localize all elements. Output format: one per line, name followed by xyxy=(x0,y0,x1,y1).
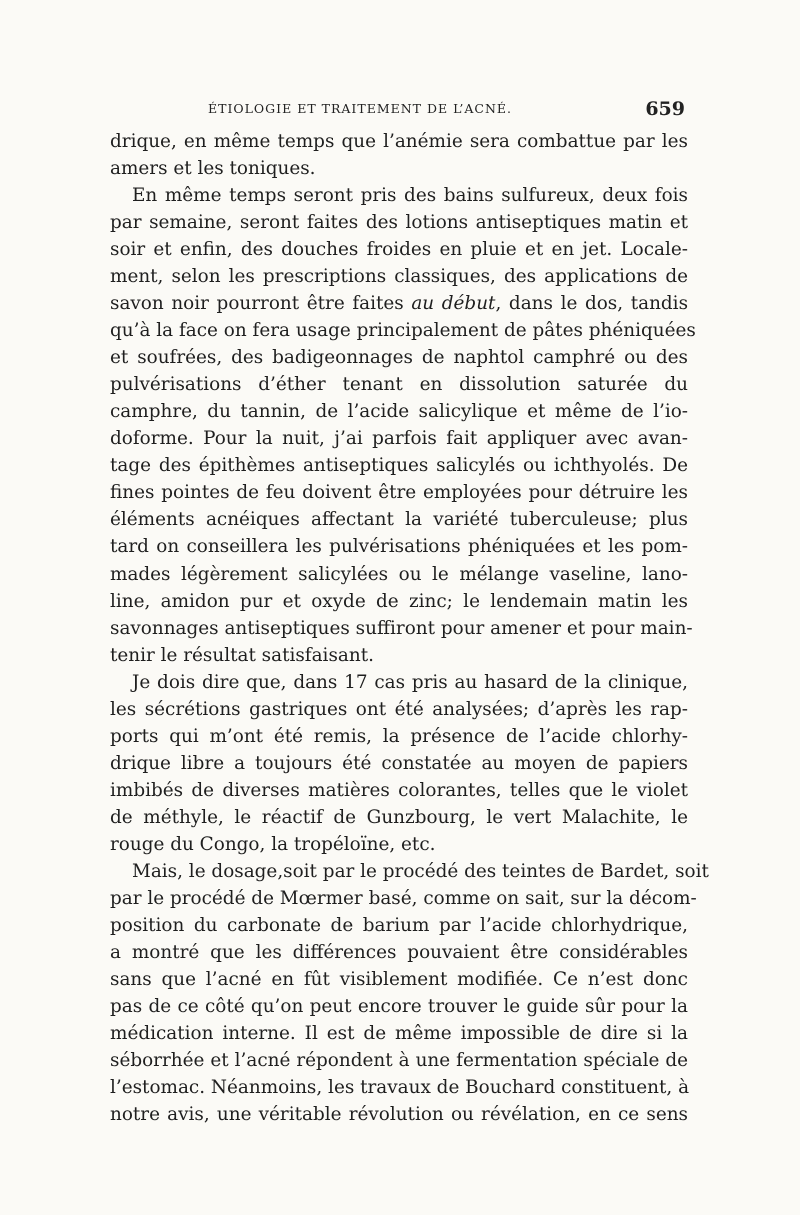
text-line: savonnages antiseptiques suffiront pour amener et pour main- xyxy=(110,617,693,639)
text-line: doforme. Pour la nuit, j’ai parfois fait appliquer avec avan- xyxy=(110,428,688,450)
text-line: tard on conseillera les pulvérisations phéniquées et les pom- xyxy=(110,536,688,558)
text-line: par semaine, seront faites des lotions antiseptiques matin et xyxy=(110,212,688,234)
text-line: tage des épithèmes antiseptiques salicylés ou ichthyolés. De xyxy=(110,455,688,477)
text-line: éléments acnéiques affectant la variété tuberculeuse; plus xyxy=(110,509,688,531)
body-text xyxy=(110,128,709,1128)
page-number: 659 xyxy=(645,98,685,120)
text-line: a montré que les différences pouvaient être considérables xyxy=(110,941,688,963)
text-line: En même temps seront pris des bains sulfureux, deux fois xyxy=(132,185,688,207)
text-line: médication interne. Il est de même impossible de dire si la xyxy=(110,1023,688,1045)
text-line: camphre, du tannin, de l’acide salicylique et même de l’io- xyxy=(110,401,688,423)
text-line: imbibés de diverses matières colorantes, telles que le violet xyxy=(110,779,688,801)
text-line: tenir le résultat satisfaisant. xyxy=(110,644,374,666)
text-segment: , dans le dos, tandis xyxy=(495,293,689,315)
text-line: l’estomac. Néanmoins, les travaux de Bouchard constituent, à xyxy=(110,1077,690,1099)
text-line: pulvérisations d’éther tenant en dissolution saturée du xyxy=(110,374,688,396)
text-line: ment, selon les prescriptions classiques, des applications de xyxy=(110,266,688,288)
text-line: drique, en même temps que l’anémie sera combattue par les xyxy=(110,131,688,152)
text-line: sans que l’acné en fût visiblement modifiée. Ce n’est donc xyxy=(110,968,688,990)
text-line: mades légèrement salicylées ou le mélange vaseline, lano- xyxy=(110,563,688,585)
running-head xyxy=(110,98,685,122)
text-line: amers et les toniques. xyxy=(110,158,316,180)
text-line: notre avis, une véritable révolution ou révélation, en ce sens xyxy=(110,1104,688,1126)
text-line: pas de ce côté qu’on peut encore trouver le guide sûr pour la xyxy=(110,996,688,1017)
text-line: Mais, le dosage,soit par le procédé des teintes de Bardet, soit xyxy=(132,860,709,882)
text-line: par le procédé de Mœrmer basé, comme on sait, sur la décom- xyxy=(110,887,697,909)
text-line: position du carbonate de barium par l’acide chlorhydrique, xyxy=(110,914,688,936)
text-line: drique libre a toujours été constatée au moyen de papiers xyxy=(110,752,688,774)
italic-text: au début xyxy=(411,293,496,315)
text-line xyxy=(110,290,688,317)
text-line: de méthyle, le réactif de Gunzbourg, le vert Malachite, le xyxy=(110,806,688,828)
text-line: soir et enfin, des douches froides en pluie et en jet. Locale- xyxy=(110,239,688,261)
text-segment: savon noir pourront être faites xyxy=(110,293,404,315)
text-line: séborrhée et l’acné répondent à une fermentation spéciale de xyxy=(110,1050,688,1072)
text-line: Je dois dire que, dans 17 cas pris au hasard de la clinique, xyxy=(132,671,688,693)
running-title: ÉTIOLOGIE ET TRAITEMENT DE L’ACNÉ. xyxy=(207,101,513,116)
text-line: les sécrétions gastriques ont été analysées; d’après les rap- xyxy=(110,698,688,720)
text-line: line, amidon pur et oxyde de zinc; le lendemain matin les xyxy=(110,590,688,612)
text-line: et soufrées, des badigeonnages de naphtol camphré ou des xyxy=(110,347,688,369)
text-line: rouge du Congo, la tropéloïne, etc. xyxy=(110,833,436,855)
text-line: fines pointes de feu doivent être employées pour détruire les xyxy=(110,482,688,504)
text-line: ports qui m’ont été remis, la présence de l’acide chlorhy- xyxy=(110,725,688,747)
text-line: qu’à la face on fera usage principalement de pâtes phéniquées xyxy=(110,320,696,342)
